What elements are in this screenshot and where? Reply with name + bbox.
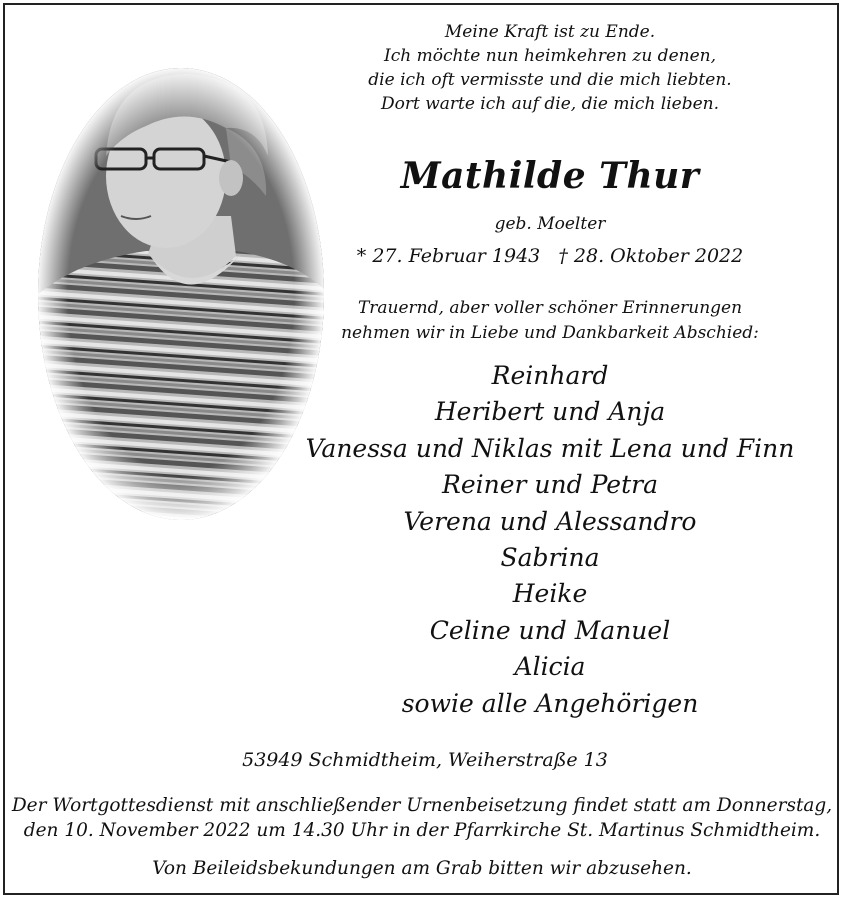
poem-line: Ich möchte nun heimkehren zu denen, [384, 46, 716, 66]
poem-line: Dort warte ich auf die, die mich lieben. [380, 94, 720, 114]
family-member: Heike [512, 579, 588, 609]
family-member: Verena und Alessandro [403, 506, 697, 536]
family-member: Celine und Manuel [429, 615, 671, 645]
service-info [10, 793, 834, 843]
poem [340, 20, 760, 116]
condolences-note: Von Beileidsbekundungen am Grab bitten wir abzusehen. [152, 858, 692, 879]
mourning-text [300, 296, 800, 346]
poem-line: die ich oft vermisste und die mich liebten. [368, 70, 732, 90]
life-dates: * 27. Februar 1943 † 28. Oktober 2022 [356, 245, 744, 267]
family-list [270, 358, 830, 722]
family-member: Reiner und Petra [442, 470, 658, 500]
mourning-line: nehmen wir in Liebe und Dankbarkeit Abschied: [341, 323, 759, 343]
service-line: den 10. November 2022 um 14.30 Uhr in der Pfarrkirche St. Martinus Schmidtheim. [23, 820, 821, 841]
deceased-name: Mathilde Thur [400, 155, 700, 197]
family-member: Vanessa und Niklas mit Lena und Finn [305, 433, 795, 463]
family-member: sowie alle Angehörigen [401, 688, 699, 718]
family-member: Sabrina [500, 543, 600, 573]
family-member: Heribert und Anja [434, 397, 666, 427]
poem-line: Meine Kraft ist zu Ende. [444, 22, 656, 42]
address: 53949 Schmidtheim, Weiherstraße 13 [242, 749, 608, 771]
family-member: Alicia [514, 652, 586, 682]
service-line: Der Wortgottesdienst mit anschließender Urnenbeisetzung findet statt am Donnerstag, [11, 795, 833, 816]
maiden-name: geb. Moelter [494, 214, 606, 234]
family-member: Reinhard [491, 361, 609, 390]
mourning-line: Trauernd, aber voller schöner Erinnerungen [357, 298, 743, 318]
